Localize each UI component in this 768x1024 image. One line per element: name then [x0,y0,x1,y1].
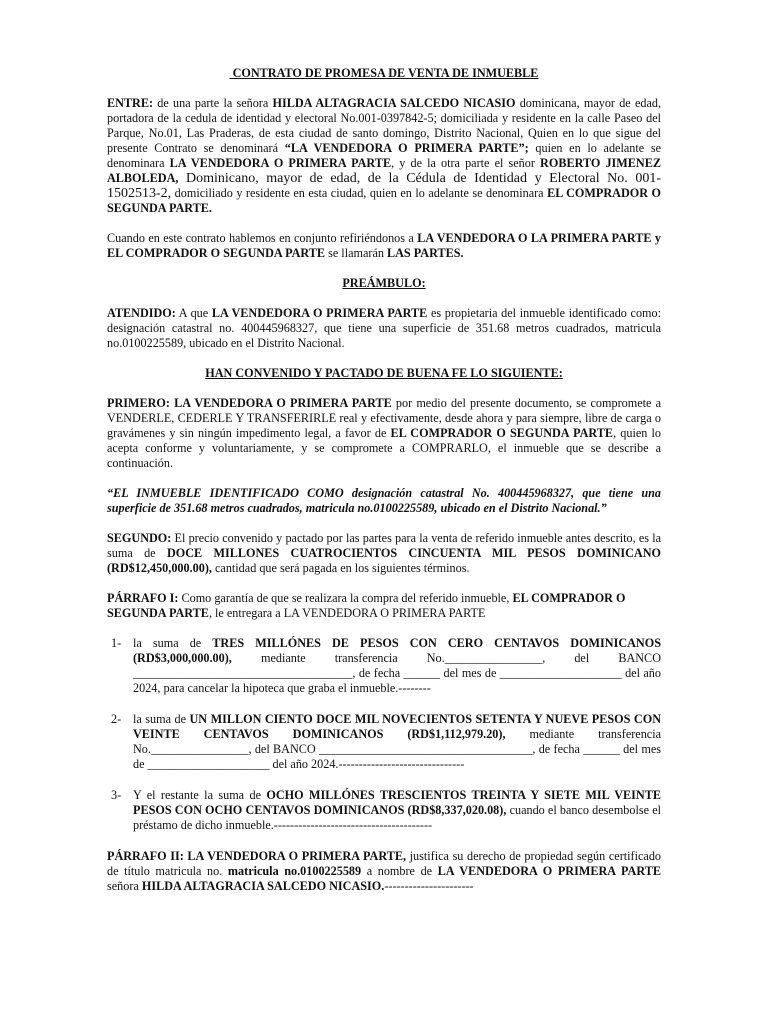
segundo-paragraph: SEGUNDO: El precio convenido y pactado por las partes para la venta de referido inmueble antes descrito, es la suma de DOCE MILLONES CUATROCIENTOS CINCUENTA MIL PESOS DOMINICANO (RD$12,450,000.00), cantidad que será pagada en los siguientes términos. [107,531,661,575]
buyer-name: ROBERTO JIMENEZ ALBOLEDA, [107,156,661,185]
conjunto-paragraph: Cuando en este contrato hablemos en conjunto refiriéndonos a LA VENDEDORA O LA PRIMERA PARTE y EL COMPRADOR O SEGUNDA PARTE se llamarán LAS PARTES. [107,231,662,260]
parrafo-i-paragraph: PÁRRAFO I: Como garantía de que se realizara la compra del referido inmueble, EL COMPRADOR O SEGUNDA PARTE, le entregara a LA VENDEDORA O PRIMERA PARTE [107,591,626,620]
parrafo-ii-paragraph: PÁRRAFO II: LA VENDEDORA O PRIMERA PARTE, justifica su derecho de propiedad según certificado de título matricula no. matricula no.0100225589 a nombre de LA VENDEDORA O PRIMERA PARTE señora HILDA ALTAGRACIA SALCEDO NICASIO.---------------------- [107,849,662,893]
seller-name: HILDA ALTAGRACIA SALCEDO NICASIO [272,96,516,110]
convenido-heading: HAN CONVENIDO Y PACTADO DE BUENA FE LO SIGUIENTE: [205,366,563,380]
list-item: 2- la suma de UN MILLON CIENTO DOCE MIL NOVECIENTOS SETENTA Y NUEVE PESOS CON VEINTE CENTAVOS DOMINICANOS (RD$1,112,979.20), mediante transferencia No.________________, del BANCO ___________________________________, de fecha ______ del mes de ____________________ del año 2024.------------------------------- [111,712,661,771]
inmueble-quote: “EL INMUEBLE IDENTIFICADO COMO designación catastral No. 400445968327, que tiene una superficie de 351.68 metros cuadrados, matricula no.0100225589, ubicado en el Distrito Nacional.” [107,486,661,515]
atendido-paragraph: ATENDIDO: A que LA VENDEDORA O PRIMERA PARTE es propietaria del inmueble identificado como: designación catastral no. 400445968327, que tiene una superficie de 351.68 metros cuadrados, matricula no.0100225589, ubicado en el Distrito Nacional. [107,306,661,350]
payment-list [107,636,661,833]
seller-alias-quoted: “LA VENDEDORA O PRIMERA PARTE”; [284,141,529,155]
buyer-alias: EL COMPRADOR O SEGUNDA PARTE. [107,186,662,215]
contract-title: CONTRATO DE PROMESA DE VENTA DE INMUEBLE [229,66,539,80]
preambulo-heading: PREÁMBULO: [342,276,426,290]
list-item: 1- la suma de TRES MILLÓNES DE PESOS CON CERO CENTAVOS DOMINICANOS (RD$3,000,000.00), mediante transferencia No.________________, del BANCO ____________________________________, de fecha ______ del mes de ____________________ del año 2024, para cancelar la hipoteca que graba el inmueble.-------- [111,636,661,695]
entre-paragraph: ENTRE: de una parte la señora HILDA ALTAGRACIA SALCEDO NICASIO dominicana, mayor de edad, portadora de la cedula de identidad y electoral No.001-0397842-5; domiciliada y residente en la calle Paseo del Parque, No.01, Las Praderas, de esta ciudad de santo domingo, Distrito Nacional, Quien en lo que sigue del presente Contrato se denominará “LA VENDEDORA O PRIMERA PARTE”; quien en lo adelante se denominara LA VENDEDORA O PRIMERA PARTE, y de la otra parte el señor ROBERTO JIMENEZ ALBOLEDA, Dominicano, mayor de edad, de la Cédula de Identidad y Electoral No. 001-1502513-2, domiciliado y residente en esta ciudad, quien en lo adelante se denominara EL COMPRADOR O SEGUNDA PARTE. [107,96,662,215]
contract-page [107,66,661,909]
seller-alias: LA VENDEDORA O PRIMERA PARTE [169,156,392,170]
entre-label: ENTRE: [107,96,154,110]
primero-paragraph: PRIMERO: LA VENDEDORA O PRIMERA PARTE por medio del presente documento, se compromete a VENDERLE, CEDERLE Y TRANSFERIRLE real y efectivamente, desde ahora y para siempre, libre de carga o gravámenes y sin ningún impedimento legal, a favor de EL COMPRADOR O SEGUNDA PARTE, quien lo acepta conforme y voluntariamente, y se compromete a COMPRARLO, el inmueble que se describe a continuación. [107,396,661,470]
list-item: 3- Y el restante la suma de OCHO MILLÓNES TRESCIENTOS TREINTA Y SIETE MIL VEINTE PESOS CON OCHO CENTAVOS DOMINICANOS (RD$8,337,020.08), cuando el banco desembolse el préstamo de dicho inmueble.--------------------------------------- [111,788,662,832]
